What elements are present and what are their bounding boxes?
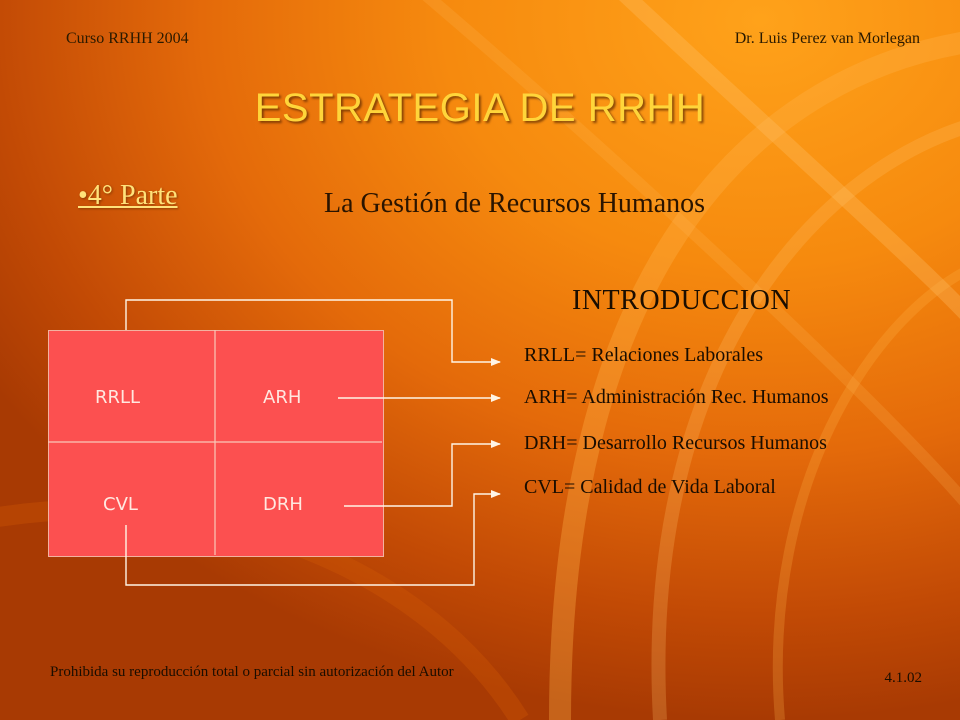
grid-cell-arh: ARH	[263, 387, 302, 408]
connector-rrll	[126, 300, 500, 362]
slide-subtitle: La Gestión de Recursos Humanos	[324, 188, 706, 219]
copyright-footer: Prohibida su reproducción total o parcial sin autorización del Autor	[50, 664, 454, 680]
definition-drh: DRH= Desarrollo Recursos Humanos	[524, 432, 827, 454]
part-bullet: •4° Parte	[78, 180, 178, 211]
connector-cvl	[126, 494, 500, 585]
introduction-heading: INTRODUCCION	[572, 285, 792, 316]
definition-rrll: RRLL= Relaciones Laborales	[524, 344, 763, 366]
definition-cvl: CVL= Calidad de Vida Laboral	[524, 476, 776, 498]
connector-drh	[344, 444, 500, 506]
course-header: Curso RRHH 2004	[66, 30, 189, 47]
grid-cell-cvl: CVL	[103, 494, 138, 515]
definition-arh: ARH= Administración Rec. Humanos	[524, 386, 829, 408]
page-number: 4.1.02	[884, 670, 922, 686]
slide-title: ESTRATEGIA DE RRHH	[254, 86, 706, 130]
author-header: Dr. Luis Perez van Morlegan	[734, 30, 920, 47]
grid-cell-rrll: RRLL	[95, 387, 141, 408]
grid-cell-drh: DRH	[263, 494, 303, 515]
